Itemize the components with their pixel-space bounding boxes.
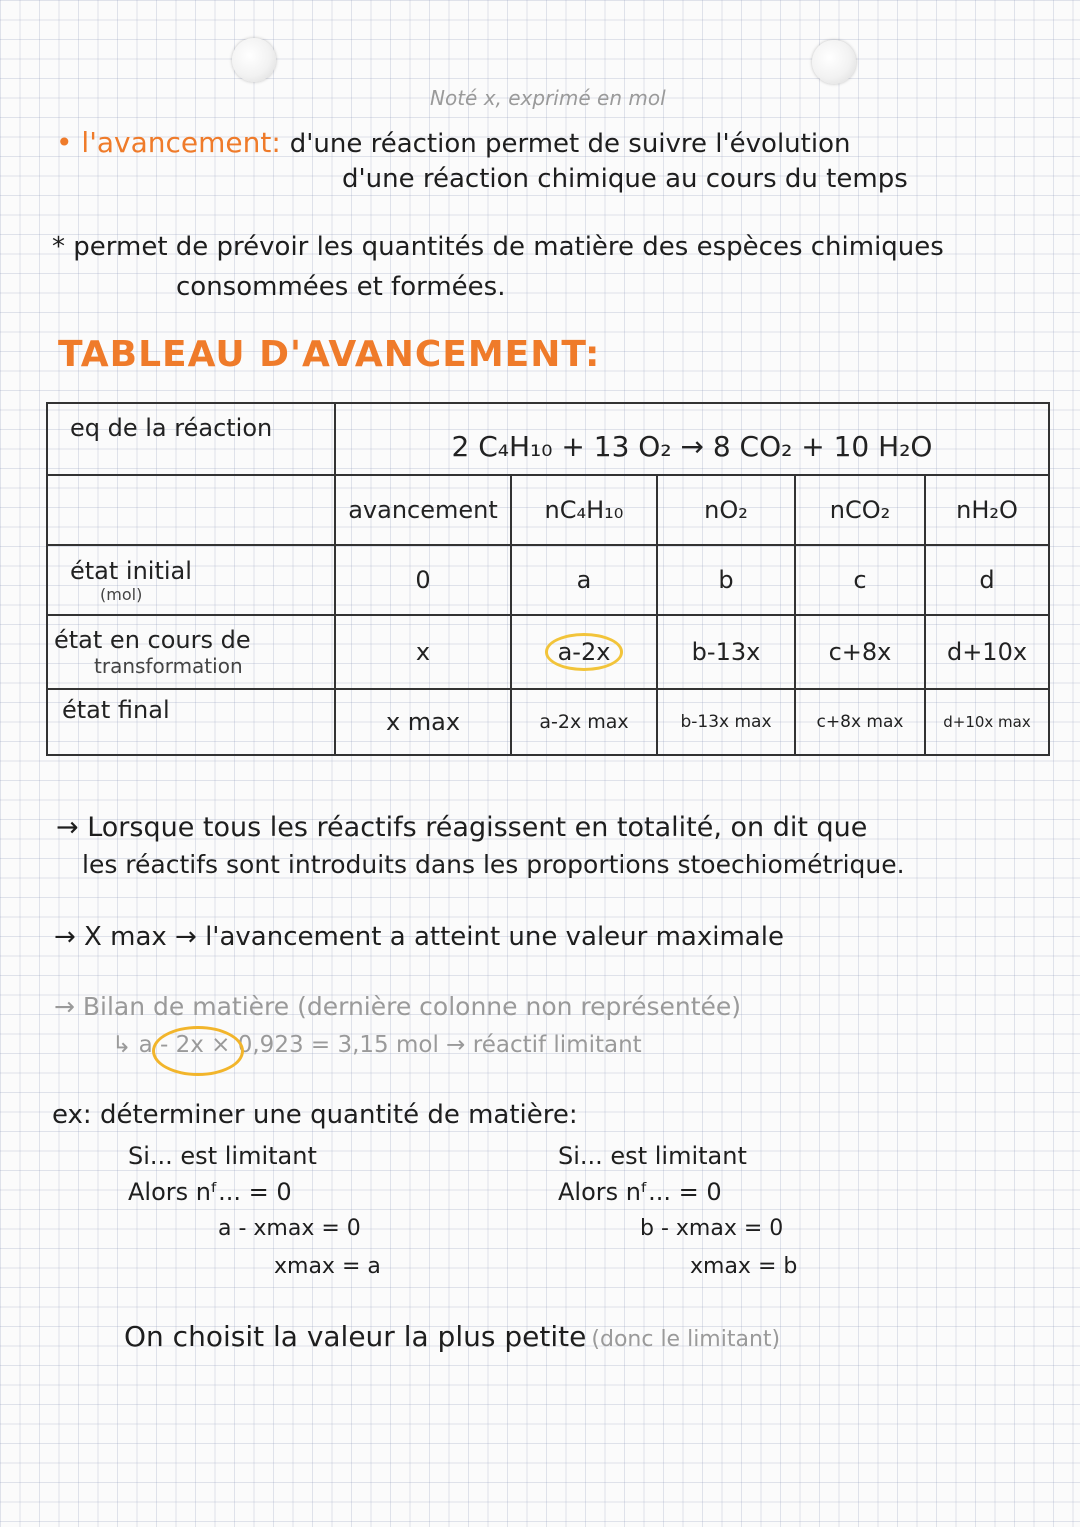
example-left-line: Alors nᶠ... = 0 (128, 1178, 292, 1206)
table-header: avancement (335, 475, 511, 545)
row-label: état final (47, 689, 335, 755)
table-header-empty (47, 475, 335, 545)
binder-hole-right (812, 40, 856, 84)
table-header: nC₄H₁₀ (511, 475, 657, 545)
note-line: → X max → l'avancement a atteint une valeur maximale (54, 922, 784, 952)
table-cell: d+10x (925, 615, 1049, 689)
example-left-line: Si... est limitant (128, 1142, 317, 1170)
table-cell: c+8x max (795, 689, 925, 755)
example-right-line: xmax = b (690, 1254, 798, 1279)
highlight-circle (152, 1026, 244, 1076)
table-cell: c+8x (795, 615, 925, 689)
table-cell: a-2x max (511, 689, 657, 755)
binder-hole-left (232, 38, 276, 82)
table-cell: a (511, 545, 657, 615)
table-equation: 2 C₄H₁₀ + 13 O₂ → 8 CO₂ + 10 H₂O (335, 403, 1049, 475)
table-row (47, 615, 1049, 689)
table-eq-label: eq de la réaction (47, 403, 335, 475)
definition-term: l'avancement: (81, 126, 281, 159)
example-right-line: Si... est limitant (558, 1142, 747, 1170)
section-title: TABLEAU D'AVANCEMENT: (58, 334, 601, 375)
definition (56, 126, 850, 159)
bullet-dot: • (56, 126, 73, 159)
row-label: état en cours de transformation (47, 615, 335, 689)
table-row (47, 545, 1049, 615)
note-line: les réactifs sont introduits dans les proportions stoechiométrique. (82, 850, 905, 879)
table-cell: b (657, 545, 795, 615)
table-cell-highlighted: a-2x (511, 615, 657, 689)
table-cell: d (925, 545, 1049, 615)
table-row (47, 689, 1049, 755)
conclusion-main: On choisit la valeur la plus petite (124, 1320, 587, 1353)
definition-line2: d'une réaction chimique au cours du temps (342, 164, 908, 194)
note-top: Noté x, exprimé en mol (430, 86, 666, 110)
note-line: → Lorsque tous les réactifs réagissent en totalité, on dit que (56, 812, 868, 843)
table-cell: b-13x max (657, 689, 795, 755)
example-left-line: xmax = a (274, 1254, 381, 1279)
example-left-line: a - xmax = 0 (218, 1216, 361, 1241)
star-line2: consommées et formées. (176, 272, 506, 302)
table-cell: d+10x max (925, 689, 1049, 755)
table-cell: x max (335, 689, 511, 755)
bilan-line2: ↳ a - 2x × 0,923 = 3,15 mol → réactif limitant (112, 1032, 642, 1058)
table-cell: x (335, 615, 511, 689)
conclusion (124, 1320, 780, 1353)
table-cell: c (795, 545, 925, 615)
bilan-line1: → Bilan de matière (dernière colonne non représentée) (54, 992, 742, 1021)
example-right-line: b - xmax = 0 (640, 1216, 784, 1241)
table-header: nH₂O (925, 475, 1049, 545)
table-header: nCO₂ (795, 475, 925, 545)
conclusion-aside: (donc le limitant) (591, 1327, 781, 1352)
star-line1: * permet de prévoir les quantités de matière des espèces chimiques (52, 232, 944, 262)
row-label: état initial (mol) (47, 545, 335, 615)
table-cell: b-13x (657, 615, 795, 689)
example-right-line: Alors nᶠ... = 0 (558, 1178, 722, 1206)
progress-table (46, 402, 1050, 756)
table-cell: 0 (335, 545, 511, 615)
definition-line1: d'une réaction permet de suivre l'évolution (289, 129, 851, 159)
example-title: ex: déterminer une quantité de matière: (52, 1100, 578, 1130)
table-header: nO₂ (657, 475, 795, 545)
